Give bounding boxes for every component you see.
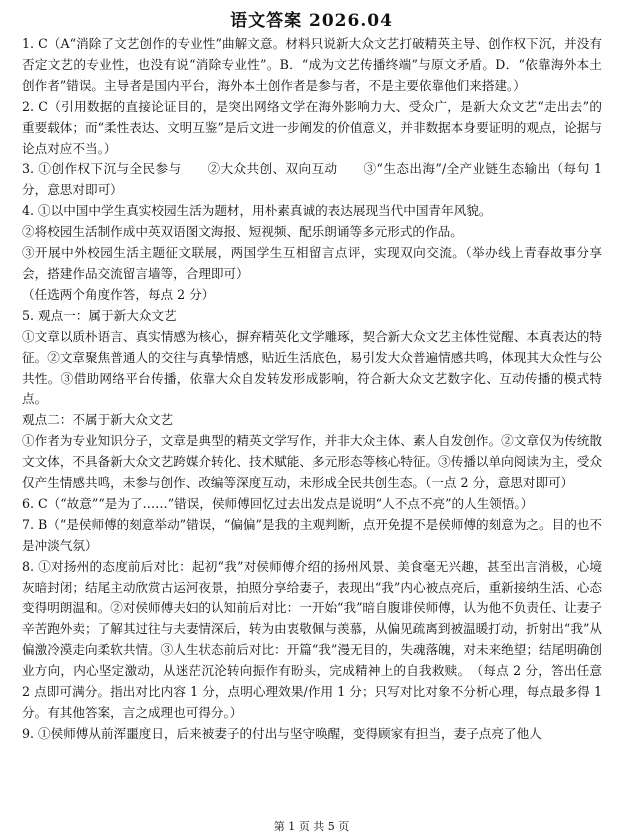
answer-5-view-2-heading: 观点二：不属于新大众文艺 — [22, 412, 174, 428]
answer-4-point-1: 4. ①以中国中学生真实校园生活为题材，用朴素真诚的表达展现当代中国青年风貌。 — [22, 203, 492, 219]
answer-4-point-3: ③开展中外校园生活主题征文联展，两国学生互相留言点评，实现双向交流。（举办线上青春故事分享会，搭建作品交流留言墙等，合理即可） — [22, 245, 602, 281]
page-number: 第 1 页 共 5 页 — [273, 820, 350, 833]
answer-8: 8. ①对扬州的态度前后对比：起初“我”对侯师傅介绍的扬州风景、美食毫无兴趣，甚至出言消极，心境灰暗封闭；结尾主动欣赏古运河夜景，拍照分享给妻子，表现出“我”内心被点亮后，重新接纳生活、心态变得明朗温和。②对侯师傅夫妇的认知前后对比：一开始“我”暗自腹诽侯师傅，认为他不负责任、让妻子辛苦跑外卖；了解其过往与夫妻情深后，转为由衷敬佩与羡慕，从偏见疏离到被温暖打动，折射出“我”从偏激冷漠走向柔软共情。③人生状态前后对比：开篇“我”漫无目的，失魂落魄，对未来绝望；结尾明确创业方向，内心坚定激动，从迷茫沉沦转向振作有盼头，完成精神上的自我救赎。 （每点 2 分，答出任意 2 点即可满分。指出对比内容 1 分，点明心理效果/作用 1 分；只写对比对象不分析心理，每点最多得 1 分。有其他答案，言之成理也可得分。） — [22, 558, 602, 720]
answer-3: 3. ①创作权下沉与全民参与 ②大众共创、双向互动 ③“生态出海”/全产业链生态输出（每句 1 分，意思对即可） — [22, 161, 602, 198]
answer-6: 6. C（“故意”“是为了……”错误，侯师傅回忆过去出发点是说明“人不点不亮”的人生领悟。） — [22, 495, 534, 511]
answer-2: 2. C（引用数据的直接论证目的，是突出网络文学在海外影响力大、受众广，是新大众文艺“走出去”的重要载体；而“柔性表达、文明互鉴”是后文进一步阐发的价值意义，并非数据本身要证明的观点，论据与论点对应不当。） — [22, 98, 602, 156]
answer-4-point-2: ②将校园生活制作成中英双语图文海报、短视频、配乐朗诵等多元形式的作品。 — [22, 224, 463, 240]
answer-4-scoring: （任选两个角度作答，每点 2 分） — [22, 286, 215, 302]
answer-7: 7. B（“是侯师傅的刻意举动”错误，“偏偏”是我的主观判断，点开免提不是侯师傅的刻意为之。目的也不是冲淡气氛） — [22, 516, 602, 553]
answer-5-view-1-body: ①文章以质朴语言、真实情感为核心，摒弃精英化文学雕琢，契合新大众文艺主体性觉醒、本真表达的特征。②文章聚焦普通人的交往与真挚情感，贴近生活底色，易引发大众普遍情感共鸣，体现其大众性与公共性。③借助网络平台传播，依靠大众自发转发形成影响，符合新大众文艺数字化、互动传播的模式特点。 — [22, 328, 602, 407]
page-title: 语文答案 2026.04 — [230, 11, 393, 31]
answer-content — [22, 34, 602, 745]
answer-1: 1. C（A“消除了文艺创作的专业性”曲解文意。材料只说新大众文艺打破精英主导、创作权下沉，并没有否定文艺的专业性，也没有说“消除专业性”。B．“成为文艺传播终端”与原文矛盾。D．“依靠海外本土创作者”错误。主导者是国内平台，海外本土创作者是参与者，不是主要依靠他们来搭建。） — [22, 36, 602, 93]
answer-5-view-1-heading: 5. 观点一：属于新大众文艺 — [22, 307, 177, 323]
answer-5-view-2-body: ①作者为专业知识分子，文章是典型的精英文学写作，并非大众主体、素人自发创作。②文章仅为传统散文文体，不具备新大众文艺跨媒介转化、技术赋能、多元形态等核心特征。③传播以单向阅读为主，受众仅产生情感共鸣，未参与创作、改编等深度互动，未形成全民共创生态。（一点 2 分，意思对即可） — [22, 433, 602, 491]
answer-9: 9. ①侯师傅从前浑噩度日，后来被妻子的付出与坚守唤醒，变得顾家有担当，妻子点亮了他人 — [22, 725, 542, 741]
